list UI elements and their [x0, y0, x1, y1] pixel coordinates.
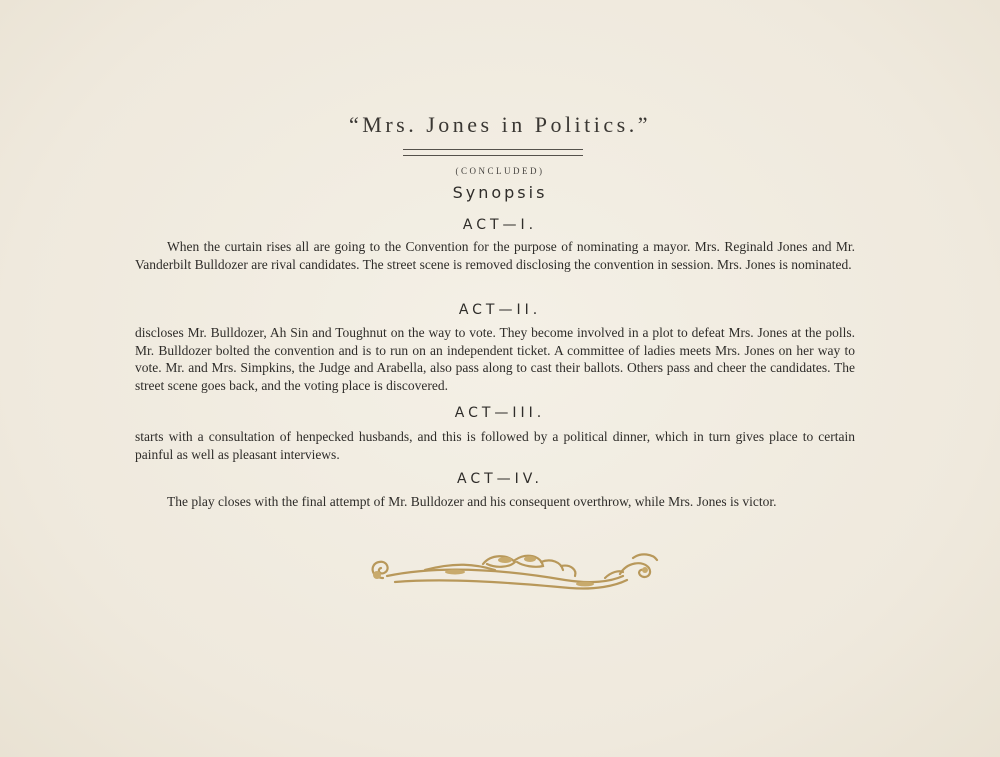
act-4-paragraph: The play closes with the final attempt of Mr. Bulldozer and his consequent overthrow, while Mrs. Jones is victor. — [167, 494, 777, 509]
act-3-heading: ACT—III. — [454, 405, 546, 421]
act-1-heading: ACT—I. — [462, 217, 538, 233]
act-1-paragraph: When the curtain rises all are going to the Convention for the purpose of nominating a mayor. Mrs. Reginald Jones and Mr. Vanderbilt Bulldozer are rival candidates. The street scene is removed disclosing the convention in session. Mrs. Jones is nominated. — [135, 239, 855, 272]
synopsis-heading: Synopsis — [452, 183, 548, 202]
page-title: “Mrs. Jones in Politics.” — [349, 112, 651, 137]
act-2-paragraph: discloses Mr. Bulldozer, Ah Sin and Toughnut on the way to vote. They become involved in a plot to defeat Mrs. Jones at the polls. Mr. Bulldozer bolted the convention and is to run on an independent ticket. A committee of ladies meets Mrs. Jones on her way to vote. Mr. and Mrs. Simpkins, the Judge and Arabella, also pass along to cast their ballots. Others pass and cheer the candidates. The street scene goes back, and the voting place is discovered. — [135, 325, 855, 393]
title-double-rule — [403, 149, 583, 156]
act-4-heading: ACT—IV. — [456, 471, 543, 487]
concluded-label: (CONCLUDED) — [455, 166, 545, 176]
gold-scroll-ornament-icon — [365, 548, 660, 596]
act-3-paragraph: starts with a consultation of henpecked husbands, and this is followed by a political dinner, which in turn gives place to certain painful as well as pleasant interviews. — [135, 429, 855, 462]
act-2-heading: ACT—II. — [458, 302, 542, 318]
